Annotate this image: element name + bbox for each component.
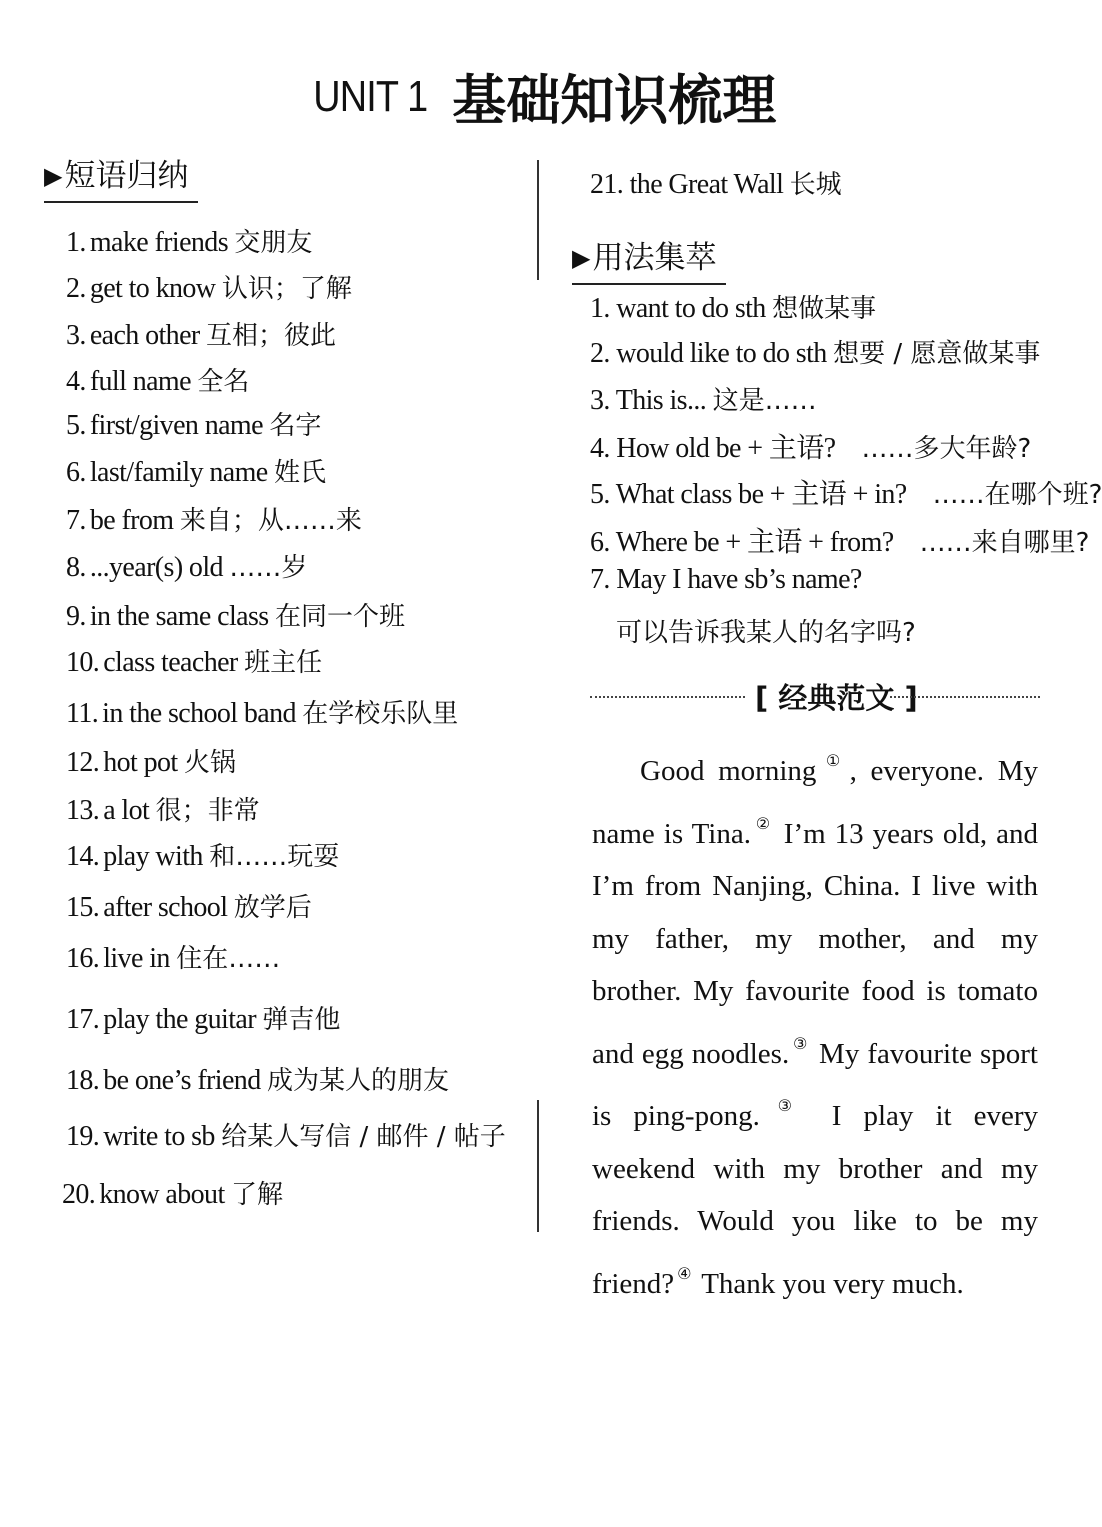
phrases-heading xyxy=(44,150,198,203)
item-chinese: 弹吉他 xyxy=(262,1005,341,1035)
item-number: 16. xyxy=(66,943,100,974)
page-title xyxy=(0,58,1080,135)
phrase-item xyxy=(66,693,458,730)
item-english: May I have sb’s name? xyxy=(616,564,862,595)
item-english: would like to do sth xyxy=(616,338,827,369)
item-chinese: 名字 xyxy=(269,411,322,441)
item-number: 8. xyxy=(66,552,86,583)
model-essay-title: [ 经典范文 ] xyxy=(755,681,918,715)
item-chinese: 很；非常 xyxy=(155,796,260,826)
phrase-item xyxy=(66,452,326,489)
item-english: each other xyxy=(89,320,200,351)
item-english: after school xyxy=(103,892,228,923)
phrases-column xyxy=(44,150,514,1210)
item-chinese: ……来自哪里? xyxy=(919,528,1090,558)
phrase-item xyxy=(66,268,352,305)
note-marker: ③ xyxy=(792,1033,809,1053)
item-chinese: 在同一个班 xyxy=(274,602,405,632)
item-english: full name xyxy=(89,366,191,397)
item-chinese: 给某人写信 / 邮件 / 帖子 xyxy=(221,1122,506,1152)
item-number: 2. xyxy=(590,338,610,369)
phrase-item xyxy=(62,1174,283,1211)
dotted-rule xyxy=(890,696,1040,698)
item-number: 18. xyxy=(66,1065,100,1096)
item-chinese: 可以告诉我某人的名字吗? xyxy=(616,618,916,648)
item-chinese: 在学校乐队里 xyxy=(302,699,459,729)
item-number: 4. xyxy=(590,433,610,464)
item-number: 17. xyxy=(66,1004,100,1035)
essay-text: Thank you very much. xyxy=(694,1267,964,1300)
usage-item xyxy=(590,333,1040,370)
essay-text: I’m 13 years old, and I’m from Nanjing, China. I live with my father, my mother, and my brother. My favourite food is tomato and egg noodles. xyxy=(592,817,1038,1070)
phrase-item xyxy=(66,742,236,779)
item-english: live in xyxy=(103,943,170,974)
triangle-icon: ▶ xyxy=(44,162,63,190)
phrase-item xyxy=(66,938,280,975)
item-chinese: 想要 / 愿意做某事 xyxy=(833,339,1041,369)
item-chinese: 住在…… xyxy=(176,944,281,974)
item-number: 7. xyxy=(66,505,86,536)
usage-item xyxy=(590,520,1089,560)
essay-text: , everyone. My name is Tina. xyxy=(592,755,1039,850)
phrase-item xyxy=(66,999,340,1036)
item-chinese: ……多大年龄? xyxy=(861,434,1032,464)
model-essay xyxy=(592,735,1038,1310)
item-number: 19. xyxy=(66,1121,100,1152)
item-english: in the same class xyxy=(89,601,269,632)
phrase-item xyxy=(66,887,312,924)
item-english: Where be + 主语 + from? xyxy=(615,527,894,558)
phrase-item xyxy=(66,547,307,584)
item-english: make friends xyxy=(89,227,228,258)
item-chinese: ……在哪个班? xyxy=(932,480,1102,510)
item-number: 5. xyxy=(590,479,610,510)
item-number: 2. xyxy=(66,273,86,304)
usage-heading-text: 用法集萃 xyxy=(592,240,717,276)
phrase-item xyxy=(66,790,260,827)
usage-item xyxy=(590,564,862,596)
usage-item-translation xyxy=(616,612,916,649)
item-chinese: 全名 xyxy=(197,367,250,397)
item-chinese: 姓氏 xyxy=(274,458,327,488)
essay-text: My favourite sport is ping-pong. xyxy=(592,1037,1038,1132)
item-chinese: ……岁 xyxy=(229,553,308,583)
item-chinese: 认识；了解 xyxy=(221,274,352,304)
phrase-item xyxy=(66,222,312,259)
item-chinese: 来自；从……来 xyxy=(179,506,362,536)
item-english: write to sb xyxy=(103,1121,215,1152)
item-number: 6. xyxy=(590,527,610,558)
note-marker: ③ xyxy=(762,1096,807,1115)
item-number: 12. xyxy=(66,747,100,778)
item-number: 11. xyxy=(66,698,99,729)
phrase-item xyxy=(66,1060,449,1097)
item-english: get to know xyxy=(89,273,216,304)
phrase-item xyxy=(66,361,249,398)
item-number: 1. xyxy=(66,227,86,258)
phrase-item xyxy=(66,405,321,442)
item-chinese: 想做某事 xyxy=(772,294,877,324)
item-number: 3. xyxy=(66,320,86,351)
phrase-item xyxy=(66,596,405,633)
usage-item xyxy=(590,472,1102,512)
item-chinese: 了解 xyxy=(231,1180,284,1210)
item-english: This is... xyxy=(615,385,707,416)
item-english: a lot xyxy=(103,795,150,826)
dotted-rule xyxy=(590,696,745,698)
item-number: 1. xyxy=(590,293,610,324)
phrases-heading-text: 短语归纳 xyxy=(64,158,189,194)
note-marker: ② xyxy=(753,813,772,833)
item-english: What class be + 主语 + in? xyxy=(615,479,907,510)
item-english: be one’s friend xyxy=(103,1065,261,1096)
item-english: class teacher xyxy=(103,647,238,678)
item-english: in the school band xyxy=(102,698,296,729)
item-number: 21. xyxy=(590,169,624,200)
item-english: ...year(s) old xyxy=(89,552,223,583)
item-chinese: 和……玩耍 xyxy=(209,842,340,872)
item-chinese: 放学后 xyxy=(233,893,312,923)
item-number: 9. xyxy=(66,601,86,632)
item-number: 10. xyxy=(66,647,100,678)
title-chinese: 基础知识梳理 xyxy=(452,69,777,132)
unit-label: UNIT 1 xyxy=(312,71,428,121)
phrase-item xyxy=(66,1116,506,1153)
item-chinese: 火锅 xyxy=(183,748,236,778)
item-english: hot pot xyxy=(103,747,178,778)
phrase-item xyxy=(66,642,322,679)
essay-text: Good morning xyxy=(640,755,817,787)
item-english: last/family name xyxy=(89,457,268,488)
item-number: 6. xyxy=(66,457,86,488)
item-english: want to do sth xyxy=(616,293,766,324)
essay-text: I play it every weekend with my brother and my friends. Would you like to be my friend? xyxy=(592,1100,1039,1300)
item-english: the Great Wall xyxy=(629,169,784,200)
usage-item xyxy=(590,426,1031,466)
item-number: 14. xyxy=(66,841,100,872)
item-number: 4. xyxy=(66,366,86,397)
item-number: 3. xyxy=(590,385,610,416)
item-number: 7. xyxy=(590,564,610,595)
item-english: How old be + 主语? xyxy=(616,433,836,464)
item-chinese: 互相；彼此 xyxy=(206,321,337,351)
item-chinese: 长城 xyxy=(789,170,842,200)
item-chinese: 交朋友 xyxy=(234,228,313,258)
phrase-item xyxy=(590,164,842,201)
model-essay-heading xyxy=(590,676,1040,716)
item-chinese: 成为某人的朋友 xyxy=(267,1066,450,1096)
item-english: play the guitar xyxy=(103,1004,256,1035)
item-english: first/given name xyxy=(89,410,263,441)
item-number: 5. xyxy=(66,410,86,441)
usage-heading xyxy=(572,232,726,285)
item-english: play with xyxy=(103,841,203,872)
triangle-icon: ▶ xyxy=(572,244,591,272)
item-chinese: 这是…… xyxy=(712,386,817,416)
usage-item xyxy=(590,288,876,325)
note-marker: ④ xyxy=(677,1263,692,1283)
item-number: 15. xyxy=(66,892,100,923)
item-number: 20. xyxy=(62,1179,96,1210)
column-divider-top xyxy=(537,160,539,280)
note-marker: ① xyxy=(819,751,847,770)
item-english: know about xyxy=(99,1179,225,1210)
phrase-item xyxy=(66,836,339,873)
phrase-item xyxy=(66,315,336,352)
column-divider-bottom xyxy=(537,1100,539,1232)
item-number: 13. xyxy=(66,795,100,826)
phrase-item xyxy=(66,500,362,537)
item-english: be from xyxy=(89,505,174,536)
usage-item xyxy=(590,380,817,417)
item-chinese: 班主任 xyxy=(244,648,323,678)
